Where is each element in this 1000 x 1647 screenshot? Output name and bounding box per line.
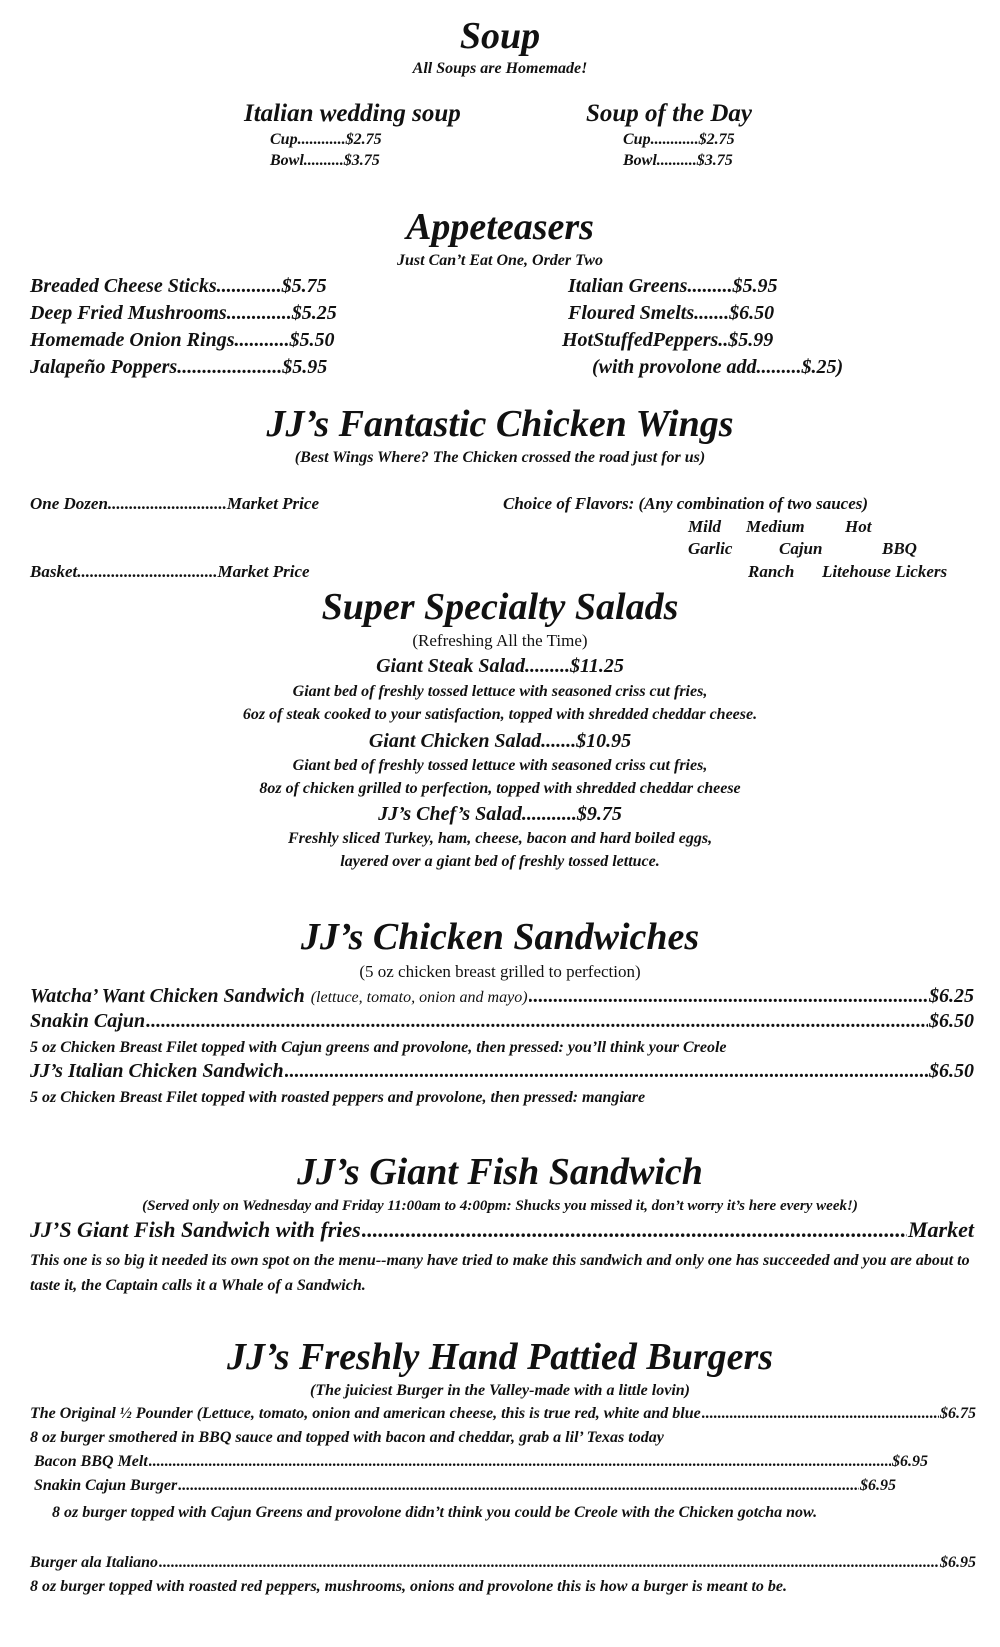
leader-dots bbox=[146, 1010, 928, 1033]
appeteasers-title: Appeteasers bbox=[406, 206, 594, 248]
fish-subtitle: (Served only on Wednesday and Friday 11:00am to 4:00pm: Shucks you missed it, don’t worry it’s here every week!) bbox=[142, 1198, 858, 1214]
leader-dots bbox=[285, 1060, 928, 1083]
leader-dots bbox=[159, 1554, 939, 1572]
flavor-litehouse-lickers: Litehouse Lickers bbox=[822, 562, 948, 581]
giant-steak-salad: Giant Steak Salad.........$11.25 bbox=[376, 655, 624, 677]
flavors-title: Choice of Flavors: (Any combination of two sauces) bbox=[503, 494, 869, 513]
item-price: $6.25 bbox=[929, 985, 974, 1007]
bbq-melt-desc: 8 oz burger smothered in BBQ sauce and topped with bacon and cheddar, grab a lil’ Texas today bbox=[30, 1429, 664, 1446]
italian-greens: Italian Greens.........$5.95 bbox=[568, 275, 778, 297]
cajun-burger-desc: 8 oz burger topped with Cajun Greens and provolone didn’t think you could be Creole with the Chicken gotcha now. bbox=[52, 1504, 818, 1521]
snakin-cajun-burger bbox=[34, 1477, 896, 1495]
wings-title: JJ’s Fantastic Chicken Wings bbox=[266, 403, 734, 445]
flavor-mild: Mild bbox=[688, 517, 722, 536]
hot-stuffed-peppers: HotStuffedPeppers..$5.99 bbox=[562, 329, 774, 351]
chefs-salad-desc-1: Freshly sliced Turkey, ham, cheese, bacon and hard boiled eggs, bbox=[287, 830, 713, 847]
item-name: Snakin Cajun Burger bbox=[34, 1477, 178, 1494]
soup-title: Soup bbox=[459, 15, 541, 57]
italian-wedding-cup: Cup............$2.75 bbox=[270, 131, 382, 148]
item-price: $6.95 bbox=[892, 1453, 928, 1470]
burgers-title: JJ’s Freshly Hand Pattied Burgers bbox=[226, 1336, 774, 1378]
fish-desc: This one is so big it needed its own spot on the menu--many have tried to make this sandwich and only one has succeeded and you are about to taste it, the Captain calls it a Whale of a Sandwich. bbox=[30, 1252, 970, 1294]
provolone-addon: (with provolone add.........$.25) bbox=[592, 356, 844, 378]
leader-dots bbox=[702, 1405, 939, 1423]
homemade-onion-rings: Homemade Onion Rings...........$5.50 bbox=[30, 329, 335, 351]
flavor-garlic: Garlic bbox=[688, 539, 733, 558]
leader-dots bbox=[529, 985, 928, 1008]
bacon-bbq-melt bbox=[34, 1453, 928, 1471]
item-price: $6.50 bbox=[929, 1010, 974, 1032]
item-price: $6.50 bbox=[929, 1060, 974, 1082]
appeteasers-subtitle: Just Can’t Eat One, Order Two bbox=[397, 252, 603, 269]
italiano-desc: 8 oz burger topped with roasted red peppers, mushrooms, onions and provolone this is how a burger is meant to be. bbox=[30, 1578, 787, 1595]
burgers-subtitle: (The juiciest Burger in the Valley-made with a little lovin) bbox=[310, 1382, 690, 1399]
chefs-salad-desc-2: layered over a giant bed of freshly tossed lettuce. bbox=[340, 853, 660, 870]
item-name: The Original ½ Pounder (Lettuce, tomato, onion and american cheese, this is true red, white and blue bbox=[30, 1405, 701, 1422]
leader-dots bbox=[178, 1477, 859, 1495]
item-price: $6.95 bbox=[860, 1477, 896, 1494]
italian-wedding-bowl: Bowl..........$3.75 bbox=[270, 152, 380, 169]
item-name: Burger ala Italiano bbox=[30, 1554, 159, 1571]
leader-dots bbox=[362, 1217, 907, 1243]
soup-of-day-bowl: Bowl..........$3.75 bbox=[623, 152, 733, 169]
floured-smelts: Floured Smelts.......$6.50 bbox=[568, 302, 775, 324]
giant-fish-sandwich bbox=[30, 1217, 974, 1243]
leader-dots bbox=[149, 1453, 891, 1471]
flavor-hot: Hot bbox=[845, 517, 872, 536]
salads-subtitle: (Refreshing All the Time) bbox=[412, 631, 588, 650]
item-price: Market bbox=[908, 1217, 974, 1242]
chicken-salad-desc-1: Giant bed of freshly tossed lettuce with seasoned criss cut fries, bbox=[292, 757, 708, 774]
burger-ala-italiano bbox=[30, 1554, 976, 1572]
italian-chicken-sandwich bbox=[30, 1060, 974, 1083]
original-half-pounder bbox=[30, 1405, 976, 1423]
wings-basket: Basket.................................Market Price bbox=[30, 562, 310, 581]
flavor-ranch: Ranch bbox=[748, 562, 795, 581]
giant-chicken-salad: Giant Chicken Salad.......$10.95 bbox=[368, 730, 632, 752]
fish-title: JJ’s Giant Fish Sandwich bbox=[297, 1151, 703, 1193]
steak-salad-desc-2: 6oz of steak cooked to your satisfaction, topped with shredded cheddar cheese. bbox=[242, 706, 758, 723]
snakin-cajun bbox=[30, 1010, 974, 1033]
item-name: JJ’S Giant Fish Sandwich with fries bbox=[30, 1217, 361, 1242]
flavor-bbq: BBQ bbox=[882, 539, 917, 558]
wings-dozen: One Dozen............................Market Price bbox=[30, 494, 319, 513]
jalapeno-poppers: Jalapeño Poppers.....................$5.95 bbox=[30, 356, 328, 378]
italian-wedding-soup: Italian wedding soup bbox=[244, 100, 461, 127]
flavor-cajun: Cajun bbox=[779, 539, 823, 558]
deep-fried-mushrooms: Deep Fried Mushrooms.............$5.25 bbox=[30, 302, 337, 324]
snakin-cajun-desc: 5 oz Chicken Breast Filet topped with Cajun greens and provolone, then pressed: you’ll think your Creole bbox=[30, 1039, 727, 1056]
chefs-salad: JJ’s Chef’s Salad...........$9.75 bbox=[378, 803, 622, 825]
italian-chicken-desc: 5 oz Chicken Breast Filet topped with roasted peppers and provolone, then pressed: mangiare bbox=[30, 1089, 646, 1106]
soup-of-day-cup: Cup............$2.75 bbox=[623, 131, 735, 148]
chicken-sandwiches-subtitle: (5 oz chicken breast grilled to perfection) bbox=[359, 962, 641, 981]
salads-title: Super Specialty Salads bbox=[321, 586, 679, 628]
soup-subtitle: All Soups are Homemade! bbox=[412, 60, 588, 77]
item-note: (lettuce, tomato, onion and mayo) bbox=[310, 989, 528, 1006]
chicken-salad-desc-2: 8oz of chicken grilled to perfection, topped with shredded cheddar cheese bbox=[259, 780, 741, 797]
soup-of-the-day: Soup of the Day bbox=[586, 100, 752, 127]
watcha-want-chicken-sandwich bbox=[30, 985, 974, 1008]
steak-salad-desc-1: Giant bed of freshly tossed lettuce with seasoned criss cut fries, bbox=[292, 683, 708, 700]
item-name: JJ’s Italian Chicken Sandwich bbox=[30, 1060, 284, 1082]
item-price: $6.75 bbox=[940, 1405, 976, 1422]
item-name: Snakin Cajun bbox=[30, 1010, 146, 1032]
wings-subtitle: (Best Wings Where? The Chicken crossed the road just for us) bbox=[294, 449, 706, 466]
item-price: $6.95 bbox=[940, 1554, 976, 1571]
item-name: Watcha’ Want Chicken Sandwich bbox=[30, 985, 305, 1007]
chicken-sandwiches-title: JJ’s Chicken Sandwiches bbox=[300, 916, 700, 958]
flavor-medium: Medium bbox=[746, 517, 805, 536]
breaded-cheese-sticks: Breaded Cheese Sticks.............$5.75 bbox=[30, 275, 327, 297]
item-name: Bacon BBQ Melt bbox=[34, 1453, 148, 1470]
